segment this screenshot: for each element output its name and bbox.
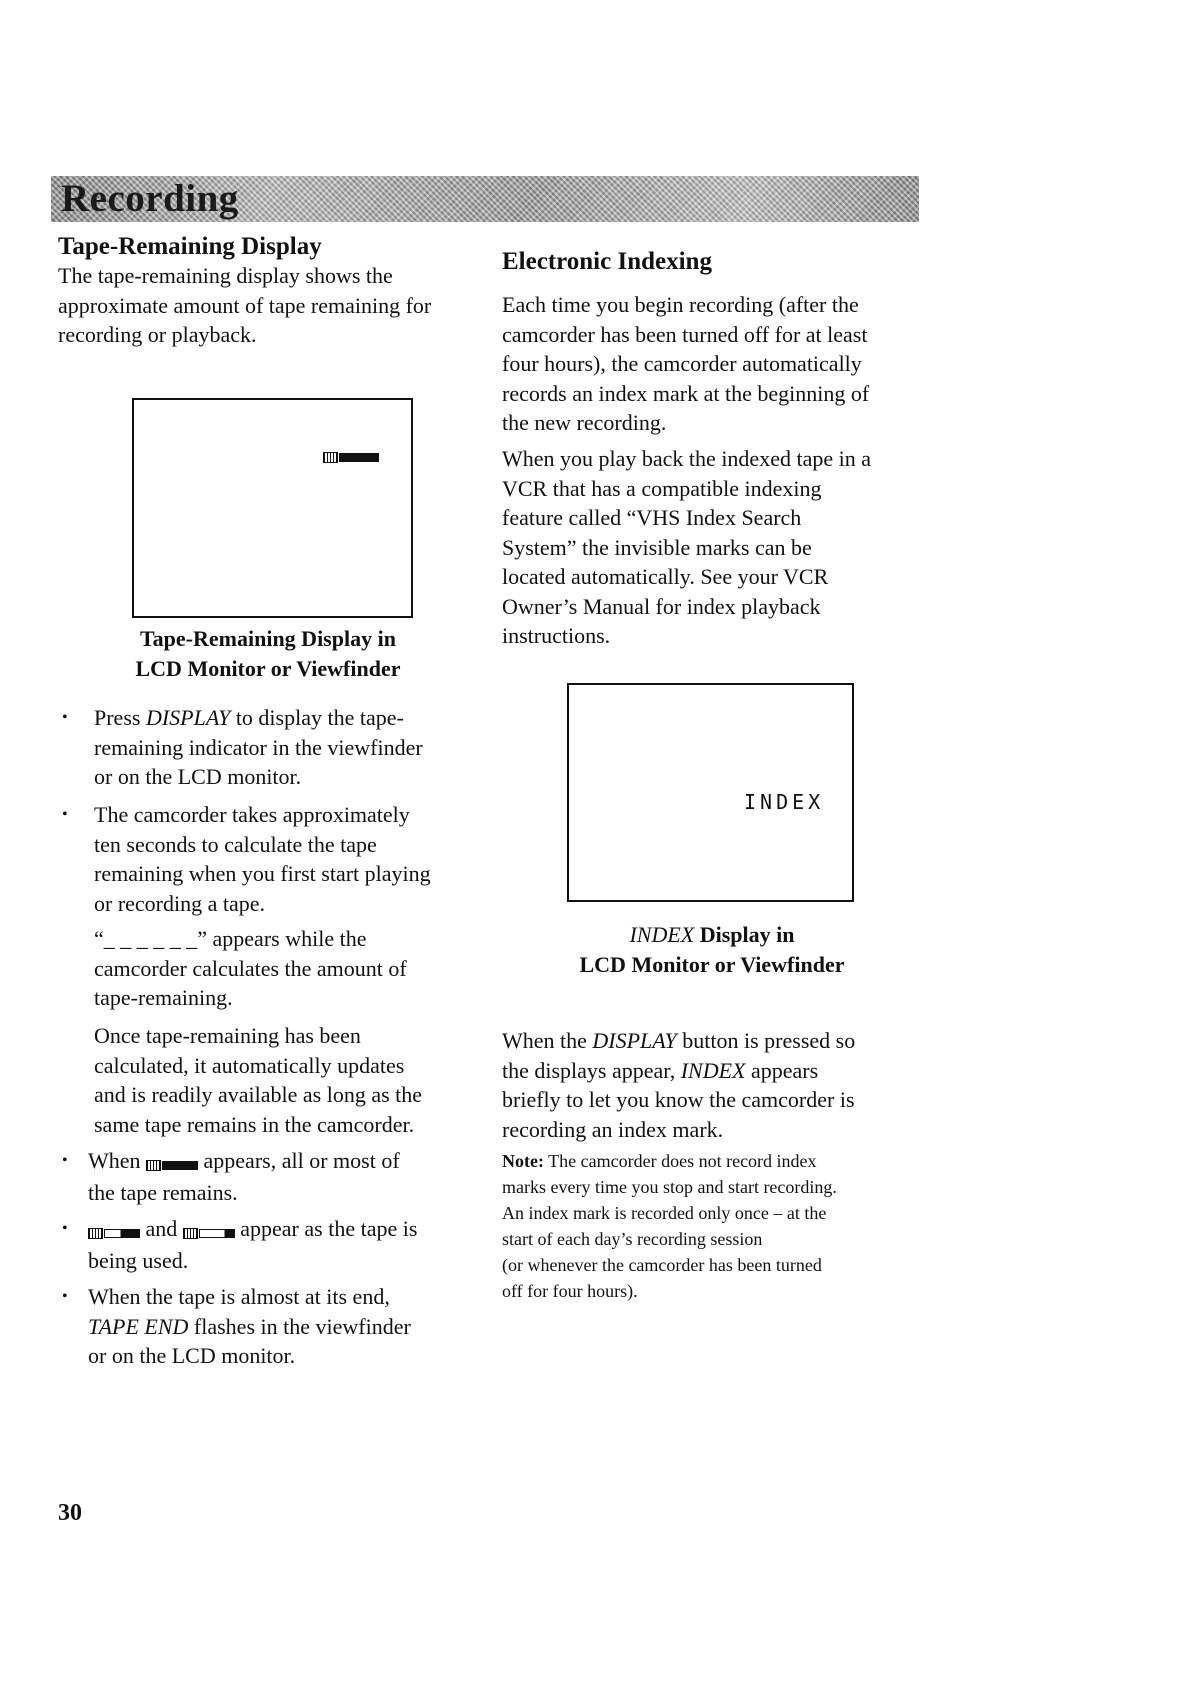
paragraph-line: When you play back the indexed tape in a [502,446,871,471]
bullet-text: appears, all or most of [198,1148,400,1173]
paragraph-line: VCR that has a compatible indexing [502,475,822,501]
bullet-text: appear as the tape is [234,1216,418,1241]
bullet-line: or on the LCD monitor. [88,1343,296,1368]
caption-text: Display in [694,922,795,947]
tape-remaining-screen [132,398,413,618]
bullet-line: the tape remains. [88,1179,238,1205]
paragraph-line: camcorder has been turned off for at least [502,321,868,347]
bullet-line: When the tape is almost at its end, [88,1284,390,1309]
once-calculated-paragraph [94,1021,484,1139]
paragraph-line: same tape remains in the camcorder. [94,1111,415,1137]
electronic-indexing-heading: Electronic Indexing [502,248,712,275]
indexing-paragraph-1 [502,290,922,438]
paragraph-line: located automatically. See your VCR [502,564,829,589]
bullet-dot: • [62,1288,68,1305]
paragraph-line: the new recording. [502,410,667,435]
paragraph-text: the displays appear, [502,1057,681,1083]
paragraph-text: When the [502,1028,593,1053]
note-line: start of each day’s recording session [502,1229,763,1249]
index-figure-caption [502,920,922,980]
paragraph-line: feature called “VHS Index Search [502,505,802,530]
note-line: An index mark is recorded only once – at the [502,1203,827,1223]
note-line: (or whenever the camcorder has been turned [502,1255,822,1275]
display-keyword: DISPLAY [592,1028,677,1053]
paragraph-line: recording an index mark. [502,1116,724,1142]
display-keyword: DISPLAY [145,705,231,730]
note-label: Note: [502,1151,544,1171]
bullet-text: and [140,1216,183,1241]
bullet-line: remaining when you first start playing [94,861,431,886]
intro-line: The tape-remaining display shows the [58,263,393,288]
note-line: marks every time you stop and start recording. [502,1177,837,1197]
tape-half-icon [88,1216,140,1246]
calculating-paragraph [94,924,484,1013]
index-display-paragraph [502,1026,922,1144]
paragraph-text: appears while the [207,926,367,951]
caption-index-keyword: INDEX [629,922,695,947]
tape-full-icon [323,448,379,466]
paragraph-line: Each time you begin recording (after the [502,292,859,317]
paragraph-line: instructions. [502,623,611,648]
caption-line: Tape-Remaining Display in [140,626,396,651]
paragraph-line: tape-remaining. [94,985,233,1010]
bullet-text: When [88,1148,147,1173]
indexing-paragraph-2 [502,444,922,651]
paragraph-line: System” the invisible marks can be [502,534,812,560]
bullet-dot: • [62,1152,68,1169]
bullet-dot: • [62,806,68,823]
caption-line: LCD Monitor or Viewfinder [135,656,401,681]
bullet-text: flashes in the viewfinder [188,1313,411,1339]
paragraph-line: four hours), the camcorder automatically [502,351,862,376]
page-number: 30 [58,1500,82,1526]
paragraph-line: camcorder calculates the amount of [94,955,407,981]
paragraph-line: and is readily available as long as the [94,1082,423,1107]
tape-remaining-intro [58,261,431,350]
index-screen [567,683,854,902]
caption-line: LCD Monitor or Viewfinder [579,952,845,977]
bullet-line: or on the LCD monitor. [94,764,302,789]
paragraph-text: appears [745,1057,819,1083]
index-note [502,1148,922,1304]
index-screen-label: INDEX [744,790,825,814]
intro-line: approximate amount of tape remaining for [58,292,432,318]
bullet-line: being used. [88,1247,189,1273]
paragraph-line: Once tape-remaining has been [94,1023,361,1048]
note-line: off for four hours). [502,1281,638,1301]
bullet-dot: • [62,709,68,726]
note-text: The camcorder does not record index [543,1151,817,1171]
tape-remaining-figure-caption [58,624,478,684]
tape-full-icon [146,1148,198,1178]
quote-mark: “ [94,926,104,951]
intro-line: recording or playback. [58,322,257,347]
index-keyword: INDEX [680,1057,746,1083]
paragraph-text: button is pressed so [676,1028,856,1053]
bullet-text: to display the tape- [230,705,404,730]
quote-mark: ” [197,926,208,951]
bullet-line: or recording a tape. [94,890,266,916]
paragraph-line: calculated, it automatically updates [94,1052,405,1078]
section-banner [51,176,919,222]
bullet-line: remaining indicator in the viewfinder [94,734,423,760]
bullet-line: ten seconds to calculate the tape [94,831,377,857]
paragraph-line: briefly to let you know the camcorder is [502,1087,855,1112]
bullet-dot: • [62,1220,68,1237]
bullet-line: The camcorder takes approximately [94,802,410,827]
tape-remaining-heading: Tape-Remaining Display [58,233,322,260]
paragraph-line: records an index mark at the beginning of [502,380,870,406]
tape-end-keyword: TAPE END [88,1313,189,1339]
paragraph-line: Owner’s Manual for index playback [502,593,821,619]
dash-placeholder: _ _ _ _ _ _ [103,926,198,951]
tape-low-icon [183,1216,235,1246]
section-title: Recording [61,177,239,220]
bullet-text: Press [94,705,146,730]
